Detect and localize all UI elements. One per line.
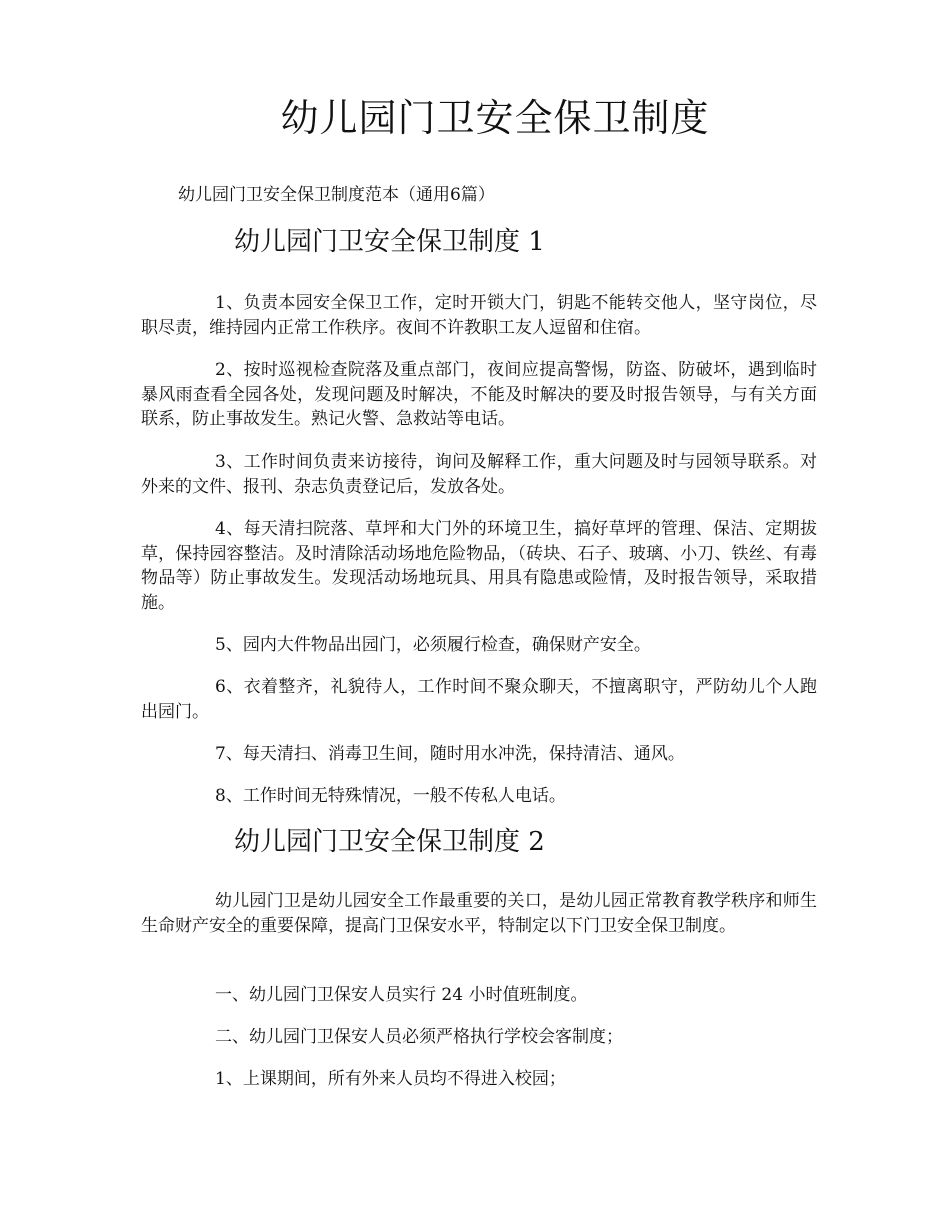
section-1-paragraph-5: 5、园内大件物品出园门，必须履行检查，确保财产安全。 — [215, 635, 651, 655]
section-1-paragraph-3: 3、工作时间负责来访接待，询问及解释工作，重大问题及时与园领导联系。对外来的文件、报刊、杂志负责登记后，发放各处。 — [141, 452, 817, 497]
section-heading-2: 幼儿园门卫安全保卫制度 2 — [234, 827, 545, 857]
document-subtitle: 幼儿园门卫安全保卫制度范本（通用6篇） — [178, 185, 495, 205]
section-2-paragraph-2: 一、幼儿园门卫保安人员实行 24 小时值班制度。 — [215, 985, 588, 1005]
section-1-paragraph-8: 8、工作时间无特殊情况，一般不传私人电话。 — [215, 786, 566, 806]
section-1-paragraph-7: 7、每天清扫、消毒卫生间，随时用水冲洗，保持清洁、通风。 — [215, 744, 685, 764]
section-1-paragraph-6: 6、衣着整齐，礼貌待人，工作时间不聚众聊天，不擅离职守，严防幼儿个人跑出园门。 — [141, 677, 817, 722]
section-2-paragraph-1: 幼儿园门卫是幼儿园安全工作最重要的关口，是幼儿园正常教育教学秩序和师生生命财产安全的重要保障，提高门卫保安水平，特制定以下门卫安全保卫制度。 — [141, 891, 817, 936]
section-2-paragraph-4: 1、上课期间，所有外来人员均不得进入校园； — [215, 1069, 566, 1089]
section-heading-1: 幼儿园门卫安全保卫制度 1 — [234, 227, 545, 257]
section-1-paragraph-4: 4、每天清扫院落、草坪和大门外的环境卫生，搞好草坪的管理、保洁、定期拔草，保持园容整洁。及时清除活动场地危险物品，（砖块、石子、玻璃、小刀、铁丝、有毒物品等）防止事故发生。发现活动场地玩具、用具有隐患或险情，及时报告领导，采取措施。 — [141, 519, 817, 613]
section-1-paragraph-2: 2、按时巡视检查院落及重点部门，夜间应提高警惕，防盗、防破坏，遇到临时暴风雨查看全园各处，发现问题及时解决，不能及时解决的要及时报告领导，与有关方面联系，防止事故发生。熟记火警、急救站等电话。 — [141, 360, 817, 429]
section-2-paragraph-3: 二、幼儿园门卫保安人员必须严格执行学校会客制度； — [215, 1027, 623, 1047]
document-title: 幼儿园门卫安全保卫制度 — [280, 96, 710, 140]
section-1-paragraph-1: 1、负责本园安全保卫工作，定时开锁大门，钥匙不能转交他人，坚守岗位，尽职尽责，维持园内正常工作秩序。夜间不许教职工友人逗留和住宿。 — [141, 293, 817, 338]
